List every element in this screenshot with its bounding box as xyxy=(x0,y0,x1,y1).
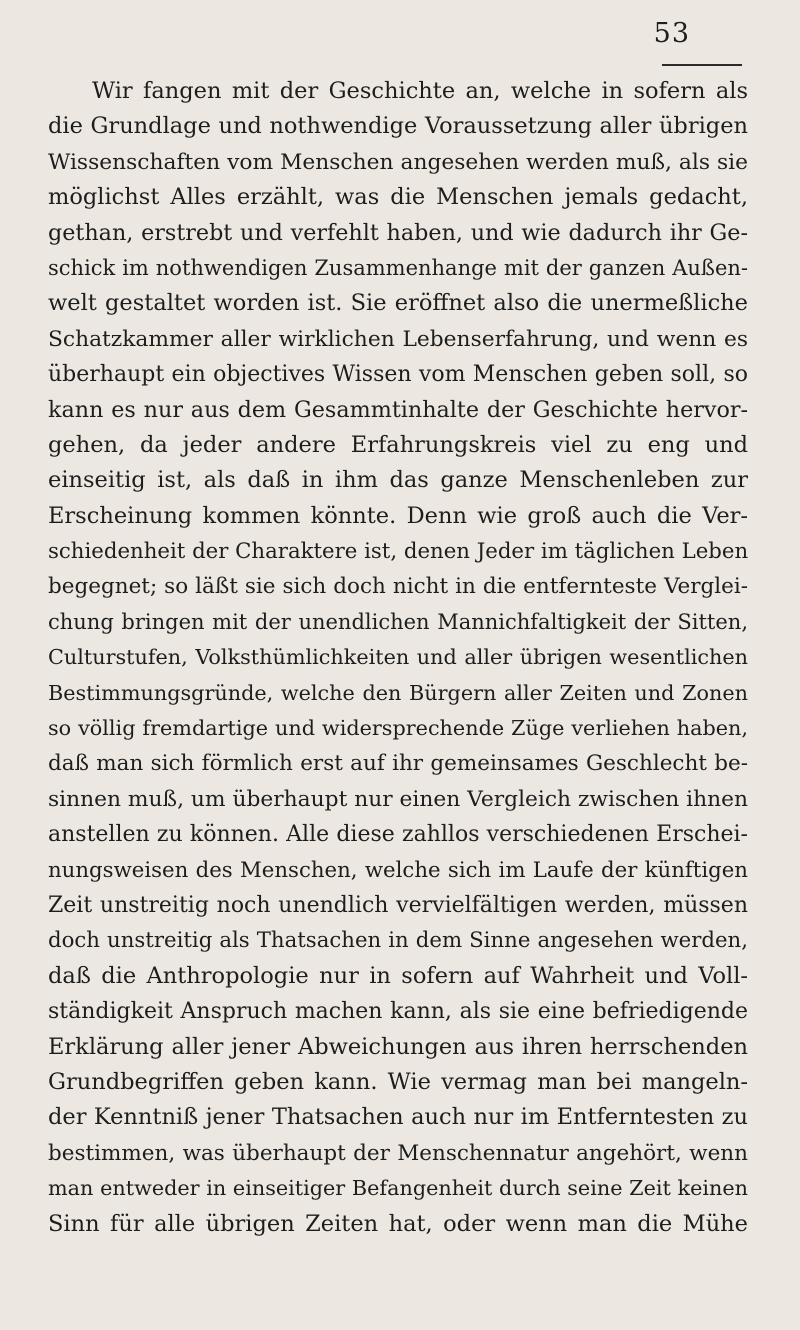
text-line: schiedenheit der Charaktere ist, denen Jeder im täglichen Leben xyxy=(48,539,748,565)
text-line: Zeit unstreitig noch unendlich vervielfältigen werden, müssen xyxy=(48,892,748,918)
text-line: gethan, erstrebt und verfehlt haben, und wie dadurch ihr Ge- xyxy=(48,219,748,246)
text-line: gehen, da jeder andere Erfahrungskreis viel zu eng und xyxy=(48,431,748,458)
text-line: einseitig ist, als daß in ihm das ganze Menschenleben zur xyxy=(48,467,748,494)
text-line: nungsweisen des Menschen, welche sich im Laufe der künftigen xyxy=(48,857,748,883)
text-line: Wissenschaften vom Menschen angesehen werden muß, als sie xyxy=(48,149,748,175)
text-line: überhaupt ein objectives Wissen vom Menschen geben soll, so xyxy=(48,362,748,388)
text-line: chung bringen mit der unendlichen Mannichfaltigkeit der Sitten, xyxy=(48,609,748,634)
text-line: schick im nothwendigen Zusammenhange mit der ganzen Außen- xyxy=(48,255,748,280)
text-line: Bestimmungsgründe, welche den Bürgern aller Zeiten und Zonen xyxy=(48,680,748,705)
text-line: welt gestaltet worden ist. Sie eröffnet also die unermeßliche xyxy=(48,290,748,317)
body-text xyxy=(48,74,748,1242)
text-line: begegnet; so läßt sie sich doch nicht in die entfernteste Verglei- xyxy=(48,574,748,600)
text-line: ständigkeit Anspruch machen kann, als sie eine befriedigende xyxy=(48,999,748,1025)
text-line: Sinn für alle übrigen Zeiten hat, oder wenn man die Mühe xyxy=(48,1210,748,1237)
text-line: daß die Anthropologie nur in sofern auf Wahrheit und Voll- xyxy=(48,962,748,989)
text-line: bestimmen, was überhaupt der Menschennatur angehört, wenn xyxy=(48,1140,748,1166)
text-line: möglichst Alles erzählt, was die Menschen jemals gedacht, xyxy=(48,184,748,211)
page-number: 53 xyxy=(653,18,690,49)
text-line: Erklärung aller jener Abweichungen aus ihren herrschenden xyxy=(48,1033,748,1060)
text-line: kann es nur aus dem Gesammtinhalte der Geschichte hervor- xyxy=(48,396,748,423)
header-rule xyxy=(662,64,742,66)
text-line: daß man sich förmlich erst auf ihr gemeinsames Geschlecht be- xyxy=(48,751,748,777)
text-line: Grundbegriffen geben kann. Wie vermag man bei mangeln- xyxy=(48,1068,748,1095)
text-line: anstellen zu können. Alle diese zahllos verschiedenen Erschei- xyxy=(48,822,748,848)
text-line: Wir fangen mit der Geschichte an, welche in sofern als xyxy=(92,78,748,104)
text-line: der Kenntniß jener Thatsachen auch nur im Entferntesten zu xyxy=(48,1104,748,1131)
text-line: Erscheinung kommen könnte. Denn wie groß auch die Ver- xyxy=(48,502,748,529)
text-line: Culturstufen, Volksthümlichkeiten und aller übrigen wesentlichen xyxy=(48,645,748,670)
text-line: man entweder in einseitiger Befangenheit durch seine Zeit keinen xyxy=(48,1176,748,1201)
text-line: so völlig fremdartige und widersprechende Züge verliehen haben, xyxy=(48,716,748,741)
text-line: sinnen muß, um überhaupt nur einen Vergleich zwischen ihnen xyxy=(48,786,748,812)
text-line: Schatzkammer aller wirklichen Lebenserfahrung, und wenn es xyxy=(48,326,748,352)
text-line: doch unstreitig als Thatsachen in dem Sinne angesehen werden, xyxy=(48,928,748,954)
text-line: die Grundlage und nothwendige Voraussetzung aller übrigen xyxy=(48,113,748,140)
